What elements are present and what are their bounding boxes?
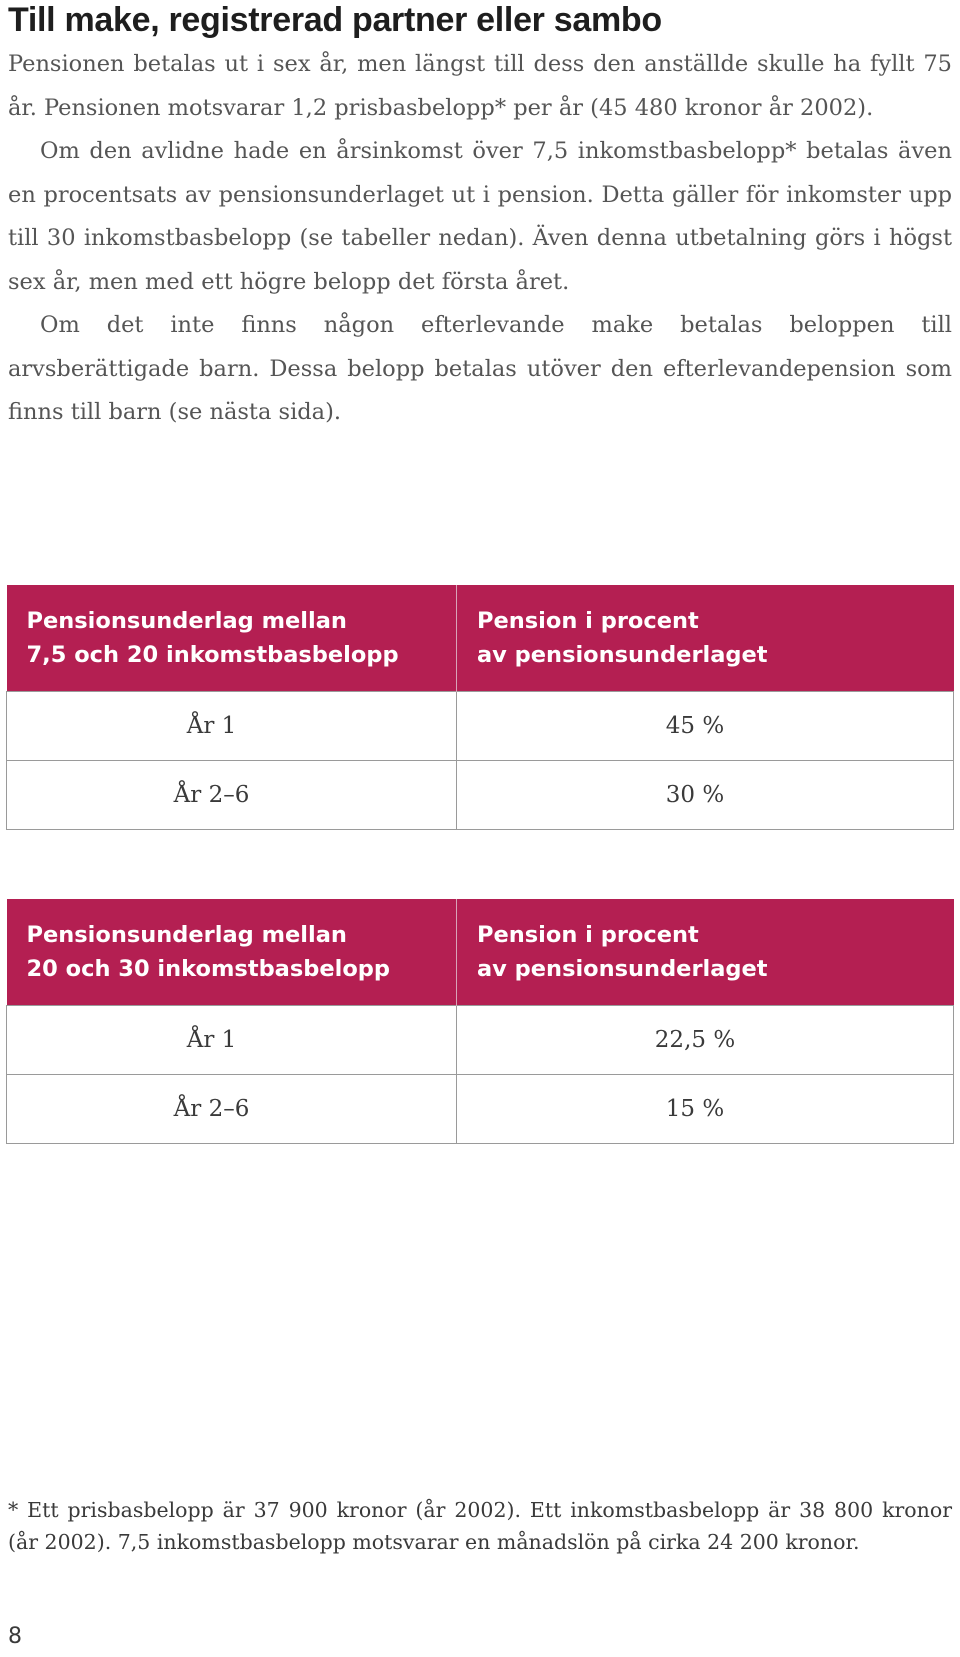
table-row: [7, 761, 954, 830]
pension-table-7-5-to-20: [6, 585, 954, 830]
period-cell: År 1: [7, 692, 457, 761]
percent-cell: 45 %: [457, 692, 954, 761]
header-line: Pension i procent: [477, 922, 699, 948]
percent-cell: 30 %: [457, 761, 954, 830]
table-row: [7, 692, 954, 761]
header-pensionsunderlag: [7, 585, 457, 692]
table-row: [7, 1075, 954, 1144]
footnote: * Ett prisbasbelopp är 37 900 kronor (år 2002). Ett inkomstbasbelopp är 38 800 kronor (år 2002). 7,5 inkomstbasbelopp motsvarar en månadslön på cirka 24 200 kronor.: [8, 1498, 952, 1554]
period-cell: År 1: [7, 1006, 457, 1075]
header-line: 7,5 och 20 inkomstbasbelopp: [26, 642, 399, 668]
header-pension-percent: [457, 899, 954, 1006]
header-line: Pensionsunderlag mellan: [26, 608, 347, 634]
paragraph-2: Om den avlidne hade en årsinkomst över 7,5 inkomstbasbelopp* betalas även en procentsats av pensionsunderlaget ut i pension. Detta gäller för inkomster upp till 30 inkomstbasbelopp (se tabeller nedan). Även denna utbetalning görs i högst sex år, men med ett högre belopp det första året.: [8, 138, 952, 295]
period-cell: År 2–6: [7, 761, 457, 830]
body-text: [8, 43, 952, 435]
header-line: 20 och 30 inkomstbasbelopp: [26, 956, 391, 982]
table-row: [7, 1006, 954, 1075]
paragraph-3: Om det inte finns någon efterlevande make betalas beloppen till arvsberättigade barn. Dessa belopp betalas utöver den efterlevandepension som finns till barn (se nästa sida).: [8, 312, 952, 425]
header-line: av pensionsunderlaget: [477, 956, 768, 982]
header-line: Pensionsunderlag mellan: [26, 922, 347, 948]
table-header-row: [7, 585, 954, 692]
header-pensionsunderlag: [7, 899, 457, 1006]
pension-table-20-to-30: [6, 899, 954, 1144]
page-number: 8: [8, 1624, 22, 1649]
table-header-row: [7, 899, 954, 1006]
page-heading: Till make, registrerad partner eller sambo: [8, 1, 662, 39]
percent-cell: 22,5 %: [457, 1006, 954, 1075]
header-line: av pensionsunderlaget: [477, 642, 768, 668]
period-cell: År 2–6: [7, 1075, 457, 1144]
header-pension-percent: [457, 585, 954, 692]
percent-cell: 15 %: [457, 1075, 954, 1144]
paragraph-1: Pensionen betalas ut i sex år, men längst till dess den anställde skulle ha fyllt 75 år. Pensionen motsvarar 1,2 prisbasbelopp* per år (45 480 kronor år 2002).: [8, 51, 952, 121]
header-line: Pension i procent: [477, 608, 699, 634]
